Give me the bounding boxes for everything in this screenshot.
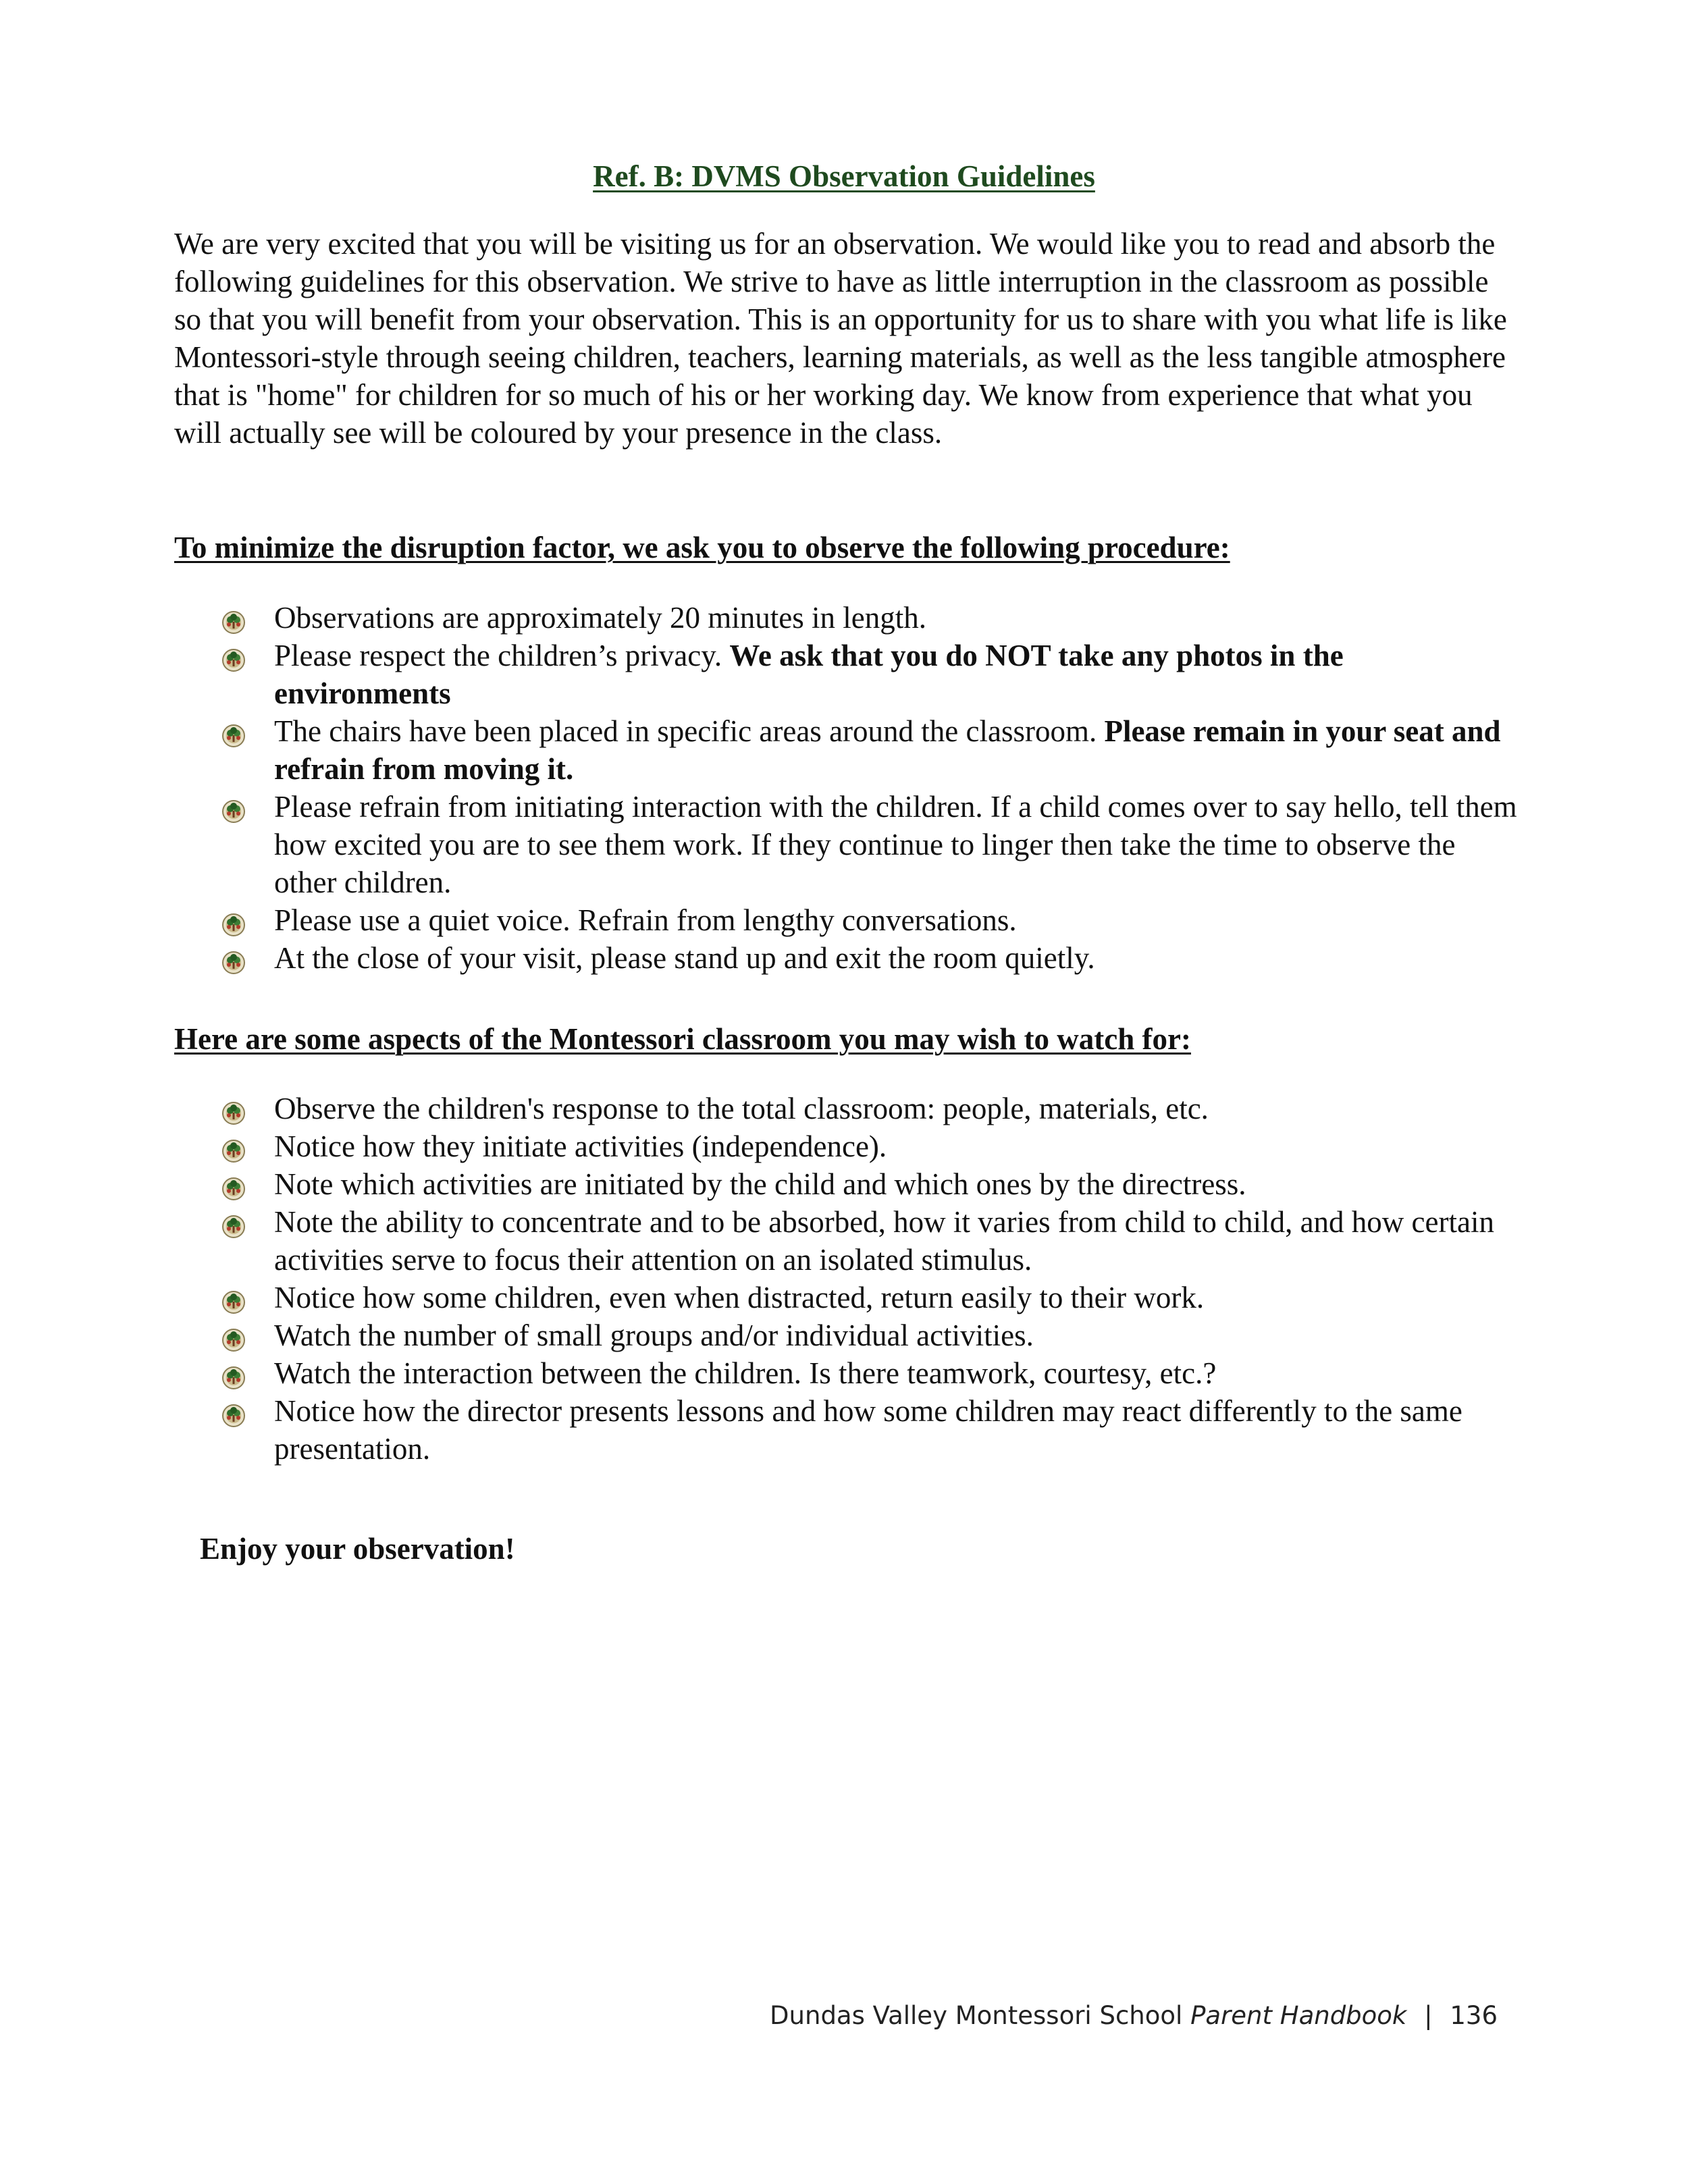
tree-globe-bullet-icon	[221, 1323, 246, 1348]
list-item	[221, 1279, 1525, 1316]
list-item	[221, 1392, 1525, 1468]
list-item	[221, 901, 1525, 939]
tree-globe-bullet-icon	[221, 795, 246, 819]
list-item	[221, 1127, 1525, 1165]
list-item-text: Observe the children's response to the total classroom: people, materials, etc.	[274, 1092, 1209, 1125]
procedure-list	[221, 599, 1525, 977]
list-item	[221, 1165, 1525, 1203]
list-item	[221, 939, 1525, 977]
tree-globe-bullet-icon	[221, 1172, 246, 1196]
list-item-text: Please refrain from initiating interaction with the children. If a child comes over to say hello, tell them how excited you are to see them work. If they continue to linger then take the time to observe the other children.	[274, 790, 1517, 899]
list-item-text: Notice how they initiate activities (independence).	[274, 1129, 887, 1163]
page-footer	[770, 2001, 1498, 2030]
list-item-text: Please respect the children’s privacy.	[274, 639, 730, 672]
list-item-text: Notice how some children, even when distracted, return easily to their work.	[274, 1281, 1205, 1314]
footer-separator: |	[1424, 2001, 1433, 2030]
tree-globe-bullet-icon	[221, 946, 246, 970]
list-item	[221, 599, 1525, 637]
list-item-text: Watch the interaction between the children. Is there teamwork, courtesy, etc.?	[274, 1356, 1217, 1390]
list-item	[221, 1203, 1525, 1279]
page-number: 136	[1450, 2001, 1498, 2030]
aspects-heading: Here are some aspects of the Montessori classroom you may wish to watch for:	[174, 1022, 1191, 1056]
list-item-text: Note the ability to concentrate and to be absorbed, how it varies from child to child, and how certain activities serve to focus their attention on an isolated stimulus.	[274, 1205, 1494, 1277]
intro-paragraph: We are very excited that you will be visiting us for an observation. We would like you to read and absorb the following guidelines for this observation. We strive to have as little interruption in the classroom as possible so that you will benefit from your observation. This is an opportunity for us to share with you what life is like Montessori-style through seeing children, teachers, learning materials, as well as the less tangible atmosphere that is "home" for children for so much of his or her working day. We know from experience that what you will actually see will be coloured by your presence in the class.	[174, 227, 1507, 450]
list-item-text: Observations are approximately 20 minutes in length.	[274, 601, 927, 635]
closing-text: Enjoy your observation!	[200, 1532, 515, 1566]
list-item-emphasis: We ask that you do NOT take any photos in the environments	[274, 639, 1344, 710]
footer-handbook: Parent Handbook	[1190, 2001, 1407, 2030]
tree-globe-bullet-icon	[221, 1134, 246, 1158]
footer-school: Dundas Valley Montessori School	[770, 2001, 1183, 2030]
tree-globe-bullet-icon	[221, 643, 246, 668]
tree-globe-bullet-icon	[221, 1399, 246, 1423]
list-item	[221, 788, 1525, 901]
page-title: Ref. B: DVMS Observation Guidelines	[593, 159, 1095, 194]
list-item	[221, 1090, 1525, 1127]
list-item-text: Notice how the director presents lessons and how some children may react differently to the same presentation.	[274, 1394, 1462, 1466]
tree-globe-bullet-icon	[221, 908, 246, 932]
list-item-text: At the close of your visit, please stand up and exit the room quietly.	[274, 941, 1095, 975]
list-item	[221, 1354, 1525, 1392]
list-item	[221, 637, 1525, 712]
tree-globe-bullet-icon	[221, 1210, 246, 1234]
tree-globe-bullet-icon	[221, 606, 246, 630]
list-item	[221, 1316, 1525, 1354]
procedure-heading: To minimize the disruption factor, we ask you to observe the following procedure:	[174, 531, 1230, 564]
list-item-emphasis: Please remain in your seat and refrain from moving it.	[274, 714, 1501, 786]
list-item-text: Watch the number of small groups and/or individual activities.	[274, 1319, 1034, 1352]
list-item-text: Please use a quiet voice. Refrain from lengthy conversations.	[274, 903, 1017, 937]
tree-globe-bullet-icon	[221, 1285, 246, 1310]
tree-globe-bullet-icon	[221, 1361, 246, 1385]
list-item-text: Note which activities are initiated by the child and which ones by the directress.	[274, 1167, 1246, 1201]
tree-globe-bullet-icon	[221, 719, 246, 743]
list-item	[221, 712, 1525, 788]
tree-globe-bullet-icon	[221, 1096, 246, 1121]
list-item-text: The chairs have been placed in specific areas around the classroom.	[274, 714, 1105, 748]
aspects-list	[221, 1090, 1525, 1468]
